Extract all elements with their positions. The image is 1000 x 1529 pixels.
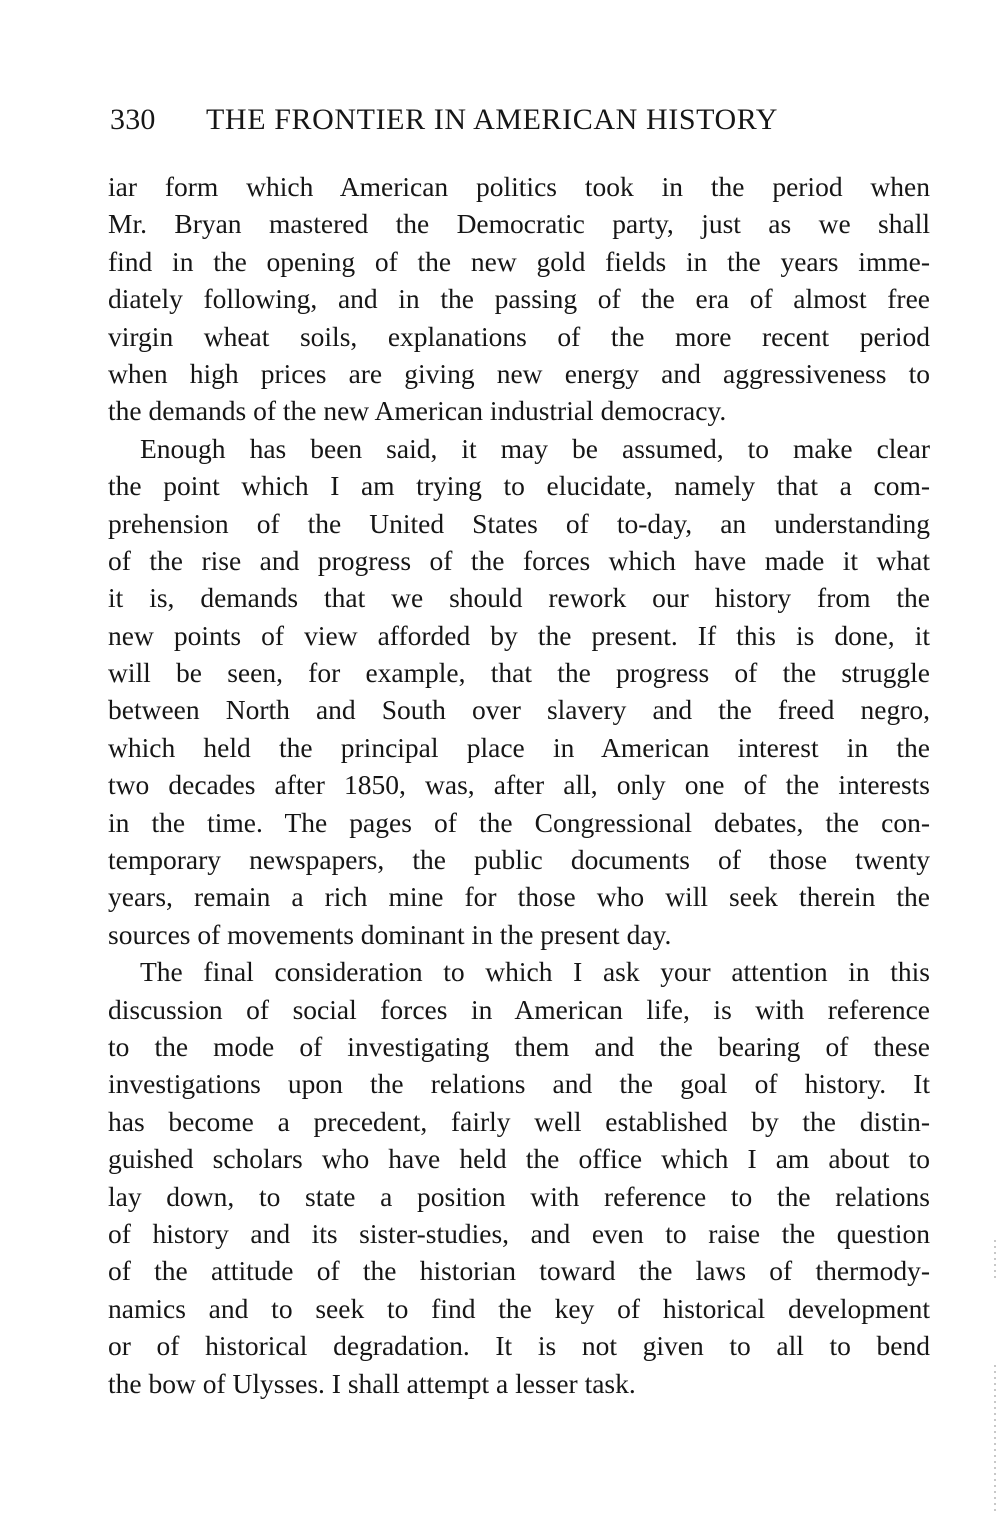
text-line: find in the opening of the new gold fields in the years imme- [108, 245, 930, 277]
scan-edge-mark [994, 1240, 996, 1280]
text-line: namics and to seek to find the key of historical development [108, 1292, 930, 1324]
paragraph-first-line: The final consideration to which I ask your attention in this [140, 956, 930, 988]
text-line: of the attitude of the historian toward the laws of thermody- [108, 1255, 930, 1287]
text-line: the bow of Ulysses. I shall attempt a lesser task. [108, 1367, 636, 1399]
text-line: it is, demands that we should rework our history from the [108, 582, 930, 614]
text-line: years, remain a rich mine for those who will seek therein the [108, 881, 930, 913]
running-head [110, 96, 930, 144]
text-line: the demands of the new American industrial democracy. [108, 395, 727, 427]
text-line: when high prices are giving new energy and aggressiveness to [108, 357, 930, 389]
text-line: iar form which American politics took in the period when [108, 171, 930, 202]
text-line: prehension of the United States of to-day, an understanding [108, 507, 930, 539]
text-line: to the mode of investigating them and the bearing of these [108, 1030, 930, 1062]
text-line: lay down, to state a position with reference to the relations [108, 1180, 930, 1212]
text-line: investigations upon the relations and the goal of history. It [108, 1068, 930, 1100]
text-line: virgin wheat soils, explanations of the more recent period [108, 320, 930, 352]
page-title: THE FRONTIER IN AMERICAN HISTORY [206, 103, 779, 136]
text-line: diately following, and in the passing of the era of almost free [108, 283, 930, 315]
scan-edge-mark [994, 1365, 996, 1515]
text-line: sources of movements dominant in the present day. [108, 918, 672, 950]
text-line: of history and its sister-studies, and even to raise the question [108, 1217, 930, 1249]
text-line: between North and South over slavery and the freed negro, [108, 694, 930, 726]
text-line: in the time. The pages of the Congressional debates, the con- [108, 806, 930, 838]
text-line: the point which I am trying to elucidate, namely that a com- [108, 470, 930, 502]
text-line: will be seen, for example, that the progress of the struggle [108, 657, 930, 689]
text-line: has become a precedent, fairly well established by the distin- [108, 1105, 930, 1137]
paragraph-first-line: Enough has been said, it may be assumed, to make clear [140, 432, 930, 464]
text-line: or of historical degradation. It is not given to all to bend [108, 1330, 930, 1362]
page-number: 330 [110, 103, 156, 136]
text-line: which held the principal place in American interest in the [108, 731, 930, 763]
text-line: Mr. Bryan mastered the Democratic party, just as we shall [108, 208, 930, 240]
text-line: two decades after 1850, was, after all, only one of the interests [108, 769, 930, 801]
text-line: temporary newspapers, the public documents of those twenty [108, 844, 930, 876]
body-text [108, 168, 930, 1402]
text-line: guished scholars who have held the office which I am about to [108, 1143, 930, 1175]
text-line: of the rise and progress of the forces which have made it what [108, 544, 930, 576]
text-line: discussion of social forces in American life, is with reference [108, 993, 930, 1025]
text-line: new points of view afforded by the present. If this is done, it [108, 619, 930, 651]
